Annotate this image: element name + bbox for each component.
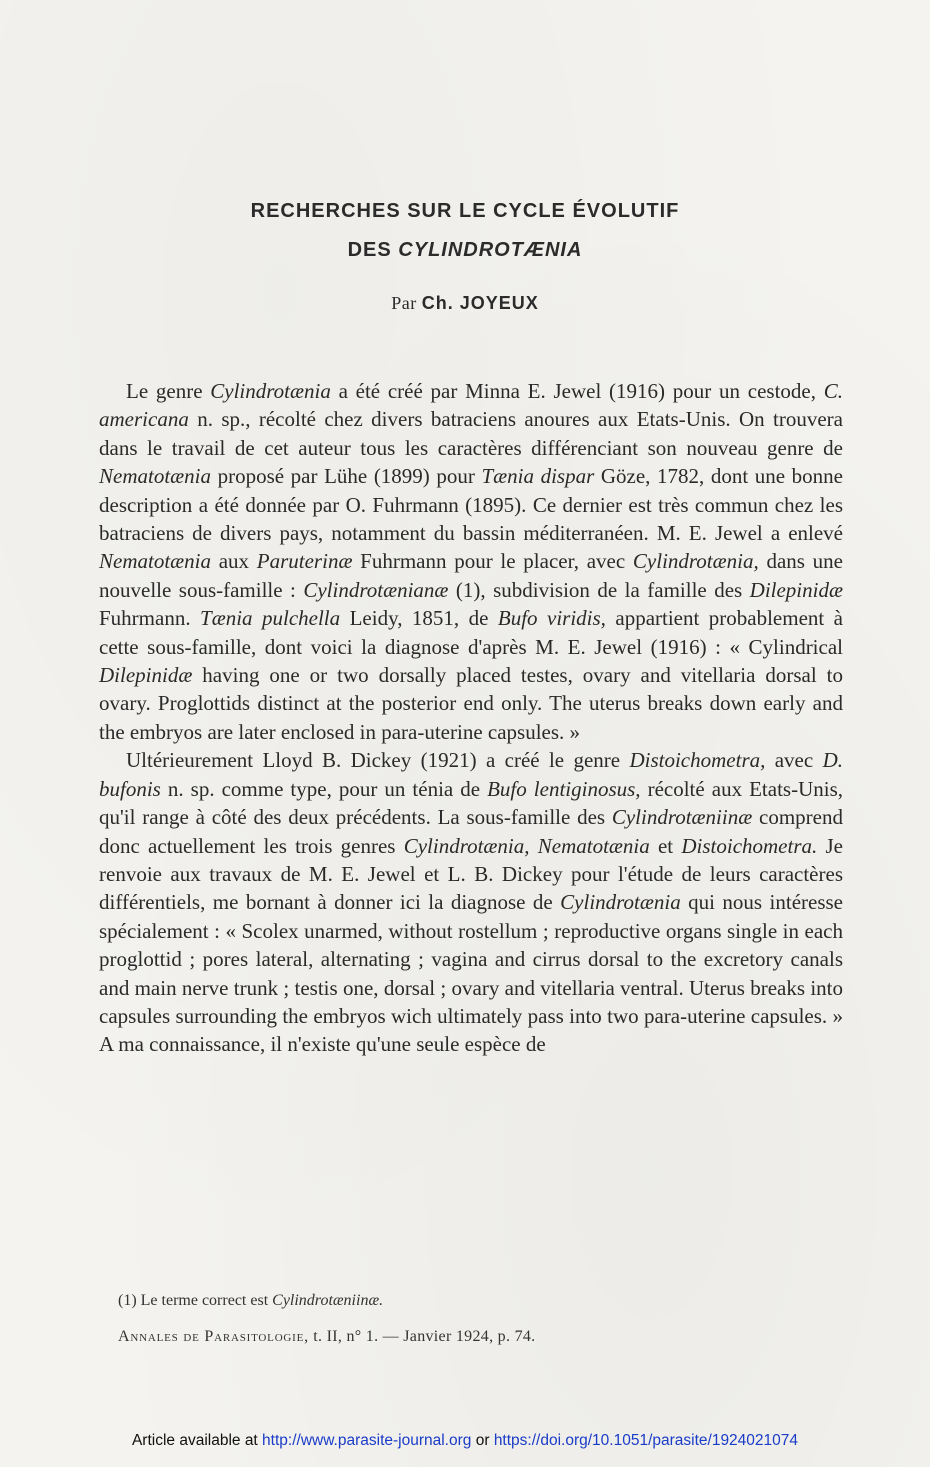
article-title-genus: CYLINDROTÆNIA <box>398 239 583 261</box>
italic-term: Cylindrotænianæ <box>303 577 449 602</box>
italic-term: D. bufonis <box>99 748 843 801</box>
italic-term: Cylindrotænia <box>560 890 681 915</box>
paragraph-2: Ultérieurement Lloyd B. Dickey (1921) a créé le genre Distoichometra, avec D. bufonis n. sp. comme type, pour un ténia de Bufo lentiginosus, récolté aux Etats-Unis, qu'il range à côté des deux précédents. La sous-famille des Cylindrotæniinæ comprend donc actuellement les trois genres Cylindrotænia, Nematotænia et Distoichometra. Je renvoie aux travaux de M. E. Jewel et L. B. Dickey pour l'étude de leurs caractères différentiels, me bornant à donner ici la diagnose de Cylindrotænia qui nous intéresse spécialement : « Scolex unarmed, without rostellum ; reproductive organs single in each proglottid ; pores lateral, alternating ; vagina and cirrus dorsal to the excretory canals and main nerve trunk ; testis one, dorsal ; ovary and vitellaria ventral. Uterus breaks into capsules surrounding the embryos wich ultimately pass into two para-uterine capsules. » A ma connaissance, il n'existe qu'une seule espèce de <box>99 748 843 1057</box>
availability-or: or <box>471 1432 494 1449</box>
article-title-prefix: DES <box>347 239 392 261</box>
byline <box>0 293 930 314</box>
footnote-term: Cylindrotæniinæ. <box>272 1292 384 1309</box>
italic-term: Tænia pulchella <box>200 606 341 631</box>
italic-term: Cylindrotænia, Nematotænia <box>403 833 650 858</box>
italic-term: Dilepinidæ <box>99 663 193 688</box>
italic-term: Distoichometra. <box>681 833 818 858</box>
availability-prefix: Article available at <box>131 1432 263 1449</box>
journal-site-link[interactable]: http://www.parasite-journal.org <box>262 1432 472 1449</box>
italic-term: Nematotænia <box>99 549 212 574</box>
article-availability-line <box>0 1432 930 1450</box>
italic-term: Bufo viridis, <box>497 606 606 631</box>
paragraph-1: Le genre Cylindrotænia a été créé par Minna E. Jewel (1916) pour un cestode, C. americana n. sp., récolté chez divers batraciens anoures aux Etats-Unis. On trouvera dans le travail de cet auteur tous les caractères différenciant son nouveau genre de Nematotænia proposé par Lühe (1899) pour Tænia dispar Göze, 1782, dont une bonne description a été donnée par O. Fuhrmann (1895). Ce dernier est très commun chez les batraciens de divers pays, notamment du bassin méditerranéen. M. E. Jewel a enlevé Nematotænia aux Paruterinæ Fuhrmann pour le placer, avec Cylindrotænia, dans une nouvelle sous-famille : Cylindrotænianæ (1), subdivision de la famille des Dilepinidæ Fuhrmann. Tænia pulchella Leidy, 1851, de Bufo viridis, appartient probablement à cette sous-famille, dont voici la diagnose d'après M. E. Jewel (1916) : « Cylindrical Dilepinidæ having one or two dorsally placed testes, ovary and vitellaria dorsal to ovary. Proglottids distinct at the posterior end only. The uterus breaks down early and the embryos are later enclosed in para-uterine capsules. » <box>99 379 843 744</box>
italic-term: Cylindrotænia, <box>632 549 759 574</box>
journal-issue: t. II, n° 1. — Janvier 1924, p. 74. <box>308 1328 536 1345</box>
italic-term: C. americana <box>99 379 843 432</box>
byline-prefix: Par <box>391 293 422 313</box>
italic-term: Paruterinæ <box>256 549 353 574</box>
article-title-line1: RECHERCHES SUR LE CYCLE ÉVOLUTIF <box>250 200 680 222</box>
italic-term: Nematotænia <box>99 464 212 489</box>
author-name: Ch. JOYEUX <box>421 293 539 313</box>
article-title-line2 <box>0 239 930 262</box>
footnote <box>118 1292 838 1310</box>
footnote-text: (1) Le terme correct est <box>118 1292 273 1309</box>
article-body <box>99 377 843 1059</box>
italic-term: Tænia dispar <box>481 464 595 489</box>
italic-term: Bufo lentiginosus, <box>487 776 641 801</box>
italic-term: Distoichometra, <box>629 748 766 773</box>
journal-reference <box>118 1328 838 1346</box>
italic-term: Cylindrotænia <box>210 379 331 403</box>
italic-term: Dilepinidæ <box>749 577 843 602</box>
italic-term: Cylindrotæniinæ <box>611 805 753 830</box>
journal-name: Annales de Parasitologie, <box>118 1328 309 1345</box>
doi-link[interactable]: https://doi.org/10.1051/parasite/1924021074 <box>493 1432 799 1449</box>
